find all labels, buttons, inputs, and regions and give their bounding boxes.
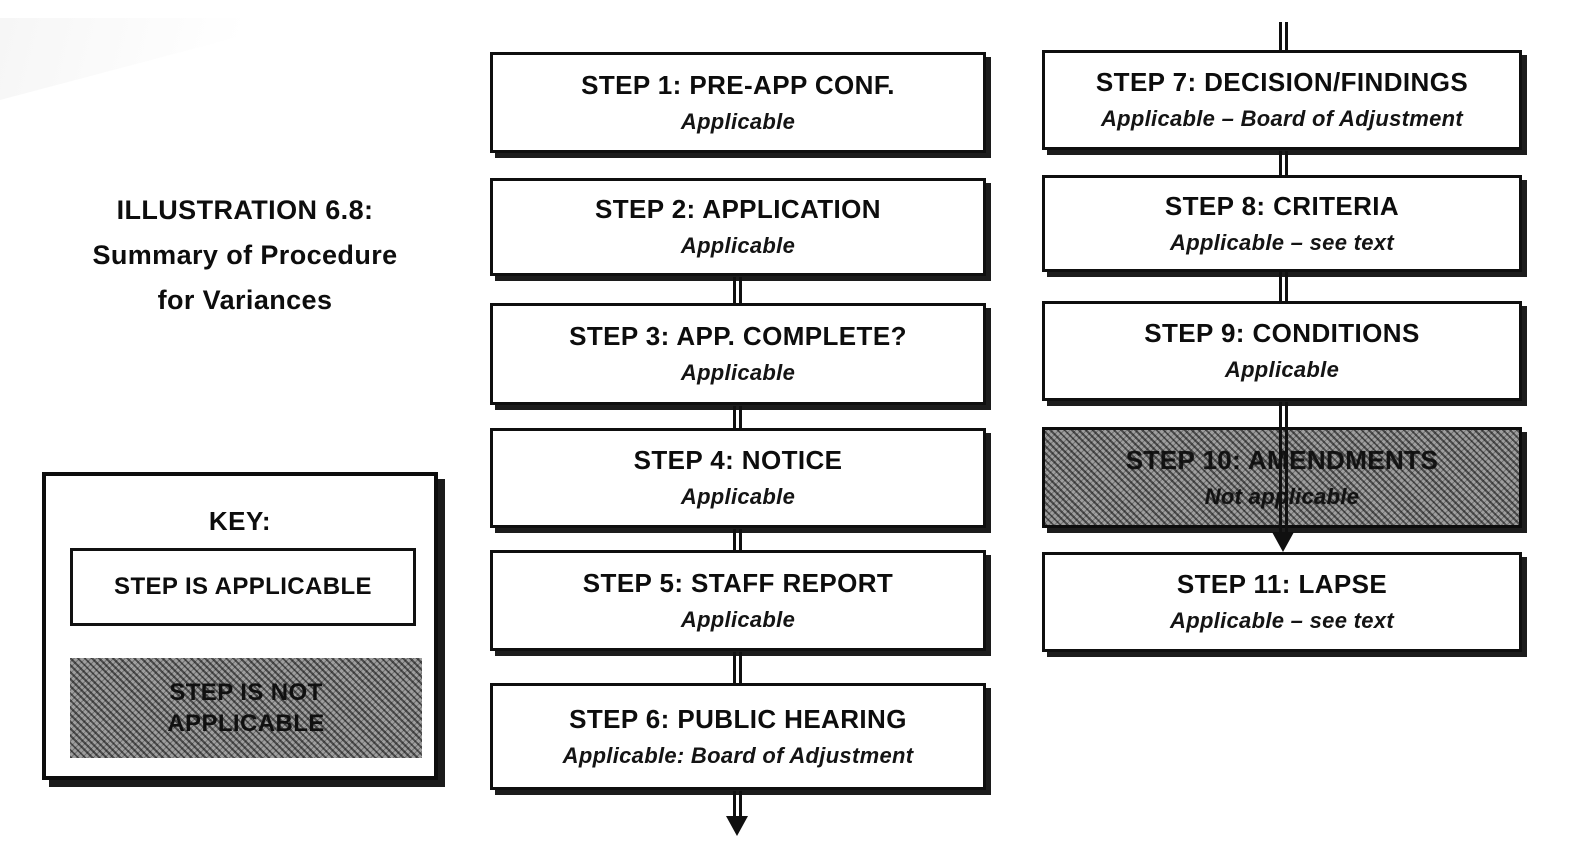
- down-arrow-icon: [726, 816, 748, 836]
- figure-title-line2: Summary of Procedure: [92, 240, 398, 270]
- key-box: [42, 472, 438, 780]
- step-9-subtitle: Applicable: [1224, 357, 1340, 382]
- step-10-subtitle: Not applicable: [1204, 483, 1360, 509]
- step-8-subtitle: Applicable – see text: [1170, 229, 1394, 255]
- step-8-title: STEP 8: CRITERIA: [1164, 190, 1400, 221]
- step-5-subtitle: Applicable: [680, 606, 796, 632]
- key-applicable-label: STEP IS APPLICABLE: [114, 573, 372, 600]
- scan-artifact: [0, 18, 310, 100]
- step-9-title: STEP 9: CONDITIONS: [1144, 318, 1420, 348]
- key-not-applicable-label-line2: APPLICABLE: [167, 710, 325, 737]
- step-4-title: STEP 4: NOTICE: [633, 445, 843, 475]
- step-7-subtitle: Applicable – Board of Adjustment: [1100, 106, 1464, 131]
- step-11-title: STEP 11: LAPSE: [1176, 569, 1388, 599]
- step-7-title: STEP 7: DECISION/FINDINGS: [1095, 67, 1469, 97]
- figure-title: [55, 188, 435, 323]
- connector-step7-step8: [1279, 151, 1288, 175]
- step-5-box: [490, 550, 986, 651]
- connector-step6-exit: [733, 791, 742, 819]
- connector-step3-step4: [733, 406, 742, 428]
- step-2-subtitle: Applicable: [680, 233, 796, 258]
- key-heading: KEY:: [208, 506, 272, 536]
- step-2-title: STEP 2: APPLICATION: [595, 194, 881, 224]
- figure-title-line3: for Variances: [157, 285, 333, 315]
- connector-step4-step5: [733, 529, 742, 550]
- step-11-subtitle: Applicable – see text: [1170, 608, 1394, 633]
- key-not-applicable-sample: [70, 658, 422, 758]
- step-2-box: [490, 178, 986, 276]
- step-6-subtitle: Applicable: Board of Adjustment: [562, 742, 914, 768]
- step-5-title: STEP 5: STAFF REPORT: [582, 567, 894, 598]
- connector-entry-step7: [1279, 22, 1288, 50]
- down-arrow-icon: [1272, 532, 1294, 552]
- step-1-subtitle: Applicable: [680, 108, 796, 134]
- step-3-subtitle: Applicable: [680, 360, 796, 385]
- step-3-title: STEP 3: APP. COMPLETE?: [569, 321, 907, 351]
- step-10-title: STEP 10: AMENDMENTS: [1125, 444, 1439, 475]
- step-3-box: [490, 303, 986, 405]
- step-4-subtitle: Applicable: [680, 484, 796, 509]
- connector-step8-step9: [1279, 272, 1288, 301]
- step-1-box: [490, 52, 986, 153]
- step-4-box: [490, 428, 986, 528]
- key-not-applicable-label-line1: STEP IS NOT: [169, 679, 323, 706]
- step-1-title: STEP 1: PRE-APP CONF.: [581, 69, 895, 100]
- connector-step2-step3: [733, 277, 742, 303]
- step-7-box: [1042, 50, 1522, 150]
- figure-title-line1: ILLUSTRATION 6.8:: [116, 195, 374, 225]
- key-applicable-sample: [70, 548, 416, 626]
- step-11-box: [1042, 552, 1522, 652]
- step-8-box: [1042, 175, 1522, 272]
- step-9-box: [1042, 301, 1522, 401]
- step-6-title: STEP 6: PUBLIC HEARING: [569, 703, 907, 734]
- connector-step5-step6: [733, 652, 742, 683]
- step-6-box: [490, 683, 986, 790]
- connector-step9-step11: [1279, 402, 1288, 534]
